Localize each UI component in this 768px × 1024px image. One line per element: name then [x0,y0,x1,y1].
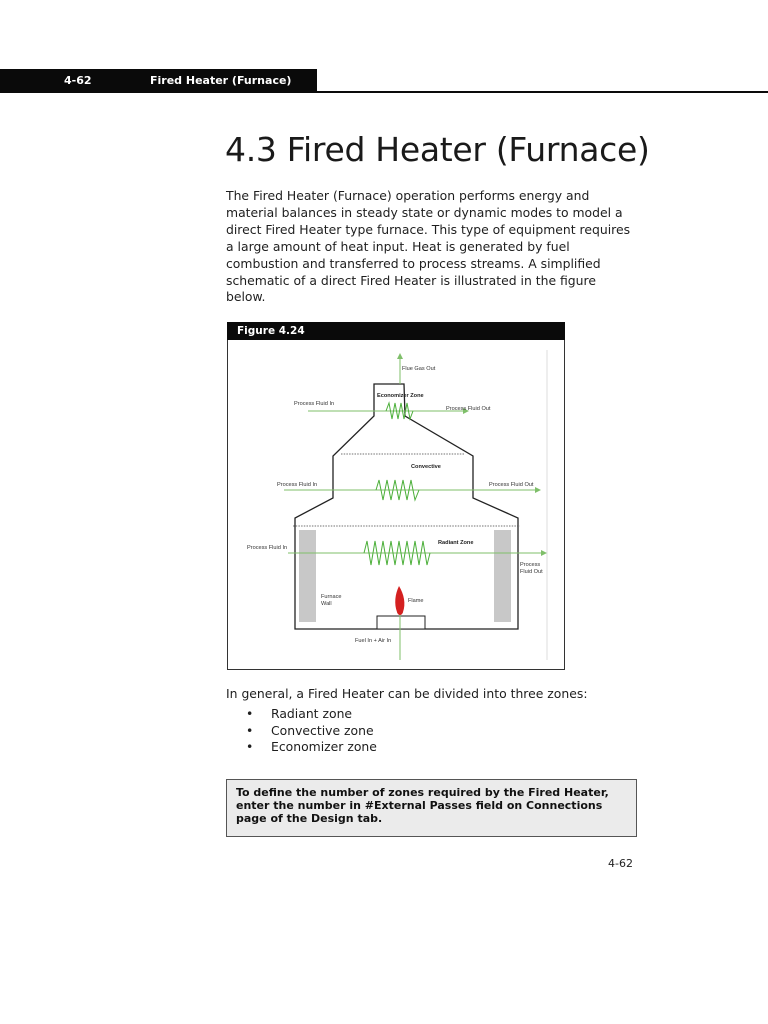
note-text: To define the number of zones required by the Fired Heater, enter the number in #External Passes field on Connections page of the Design tab. [236,786,609,826]
zone-item-radiant: Radiant zone [271,706,353,721]
flame-icon [395,586,404,615]
label-process-fluid-in-mid: Process Fluid In [277,482,318,488]
furnace-wall-right [494,530,511,622]
header-rule [317,91,768,93]
furnace-wall-left [299,530,316,622]
header-page-number: 4-62 [64,74,92,87]
label-process-fluid-out-top: Process Fluid Out [446,406,491,412]
label-flue-gas-out: Flue Gas Out [402,366,436,372]
running-header [0,69,317,93]
bullet: • [246,706,254,721]
label-convective: Convective [411,464,441,470]
bullet: • [246,739,254,755]
note-box [226,779,637,837]
label-process-fluid-out-mid: Process Fluid Out [489,482,534,488]
label-fuel-air-in: Fuel In + Air In [355,638,392,644]
figure-label: Figure 4.24 [237,325,305,337]
label-economizer-zone: Economizer Zone [377,393,424,399]
label-process-fluid-out-bottom-2: Fluid Out [520,569,543,575]
list-item [226,739,377,756]
bullet: • [246,722,254,738]
zone-item-convective: Convective zone [271,722,374,738]
label-flame: Flame [408,598,424,604]
list-item [226,706,377,723]
footer-page-number: 4-62 [608,857,633,870]
zone-item-economizer: Economizer zone [271,739,377,755]
zone-list [226,706,377,756]
economizer-coil [386,403,413,419]
label-process-fluid-in-bottom: Process Fluid In [247,545,288,551]
fired-heater-schematic [228,340,564,669]
list-item [226,723,377,740]
burner-box [377,616,425,629]
section-title: 4.3 Fired Heater (Furnace) [225,130,650,169]
header-chapter-title: Fired Heater (Furnace) [150,74,292,87]
label-furnace-wall-1: Furnace [321,594,342,600]
label-radiant-zone: Radiant Zone [438,540,474,546]
furnace-outline [295,384,518,629]
intro-paragraph: The Fired Heater (Furnace) operation performs energy and material balances in steady state or dynamic modes to model a direct Fired Heater type furnace. This type of equipment requires a large amount of heat input. Heat is generated by fuel combustion and transferred to process streams. A simplified schematic of a direct Fired Heater is illustrated in the figure below. [226,188,631,305]
zones-intro: In general, a Fired Heater can be divided into three zones: [226,686,588,701]
figure-diagram [227,340,565,670]
label-process-fluid-out-bottom-1: Process [520,562,541,568]
label-furnace-wall-2: Wall [321,601,332,607]
label-process-fluid-in-top: Process Fluid In [294,401,335,407]
figure-label-bar [227,322,565,340]
